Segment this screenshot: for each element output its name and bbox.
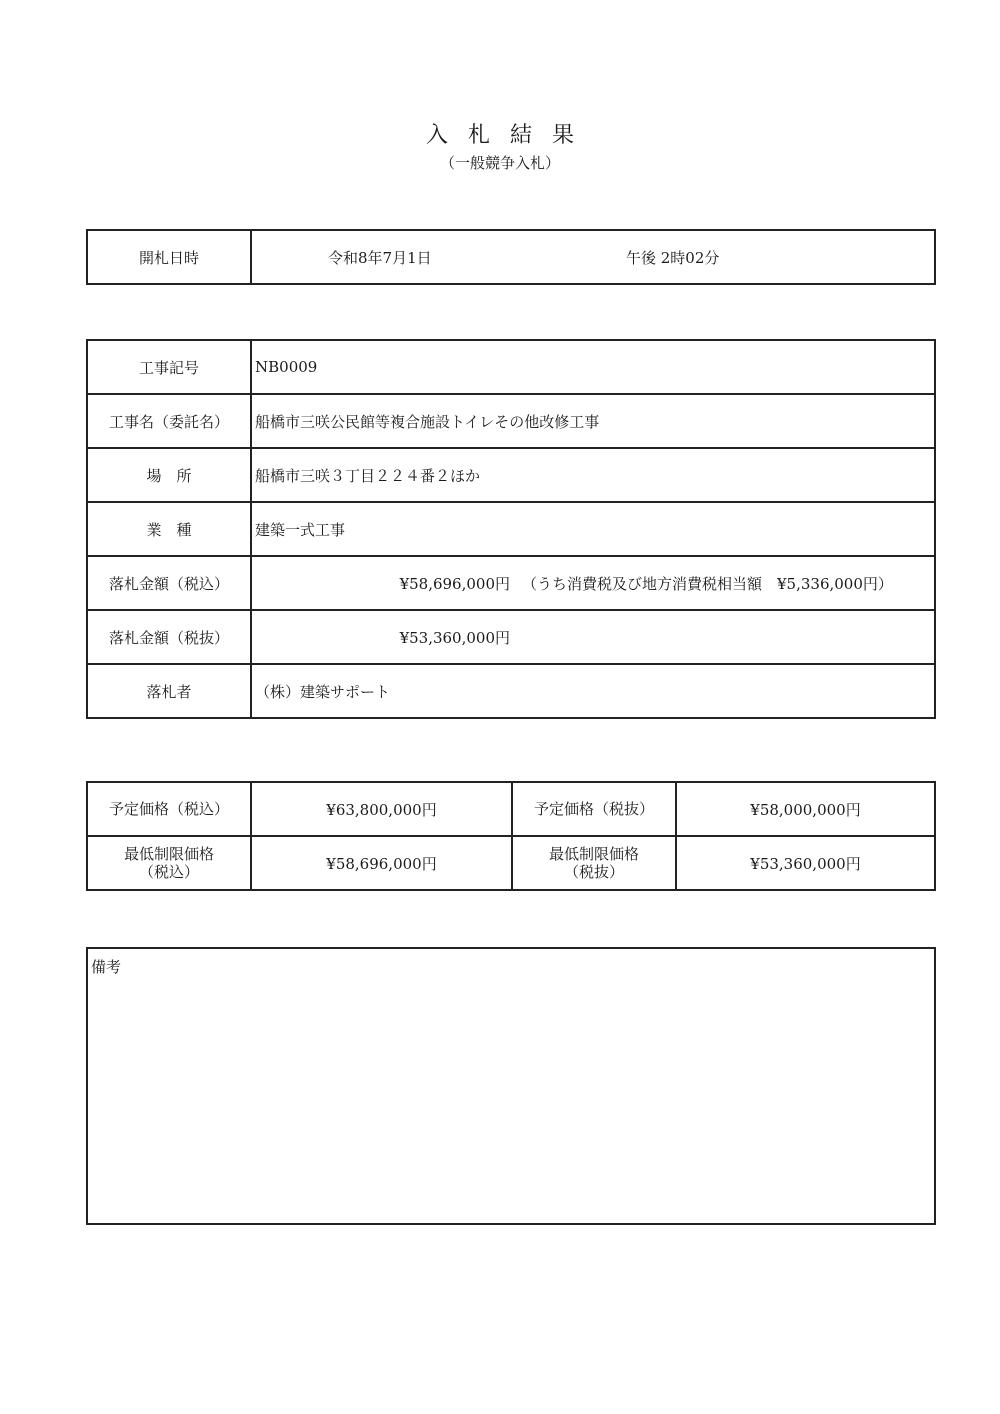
bid-amount-incl: ¥58,696,000円 <box>399 574 510 593</box>
bid-amount-excl: ¥53,360,000円 <box>399 628 510 647</box>
min-price-incl-label <box>87 836 251 890</box>
table-row <box>87 556 935 610</box>
winner-value: （株）建築サポート <box>251 664 935 718</box>
tax-note: （うち消費税及び地方消費税相当額 ¥5,336,000円） <box>522 574 893 593</box>
winner-label: 落札者 <box>87 664 251 718</box>
table-row <box>87 836 935 890</box>
remarks-label: 備考 <box>91 958 122 976</box>
bid-amount-excl-label: 落札金額（税抜） <box>87 610 251 664</box>
work-code-label: 工事記号 <box>87 340 251 394</box>
location-value: 船橋市三咲３丁目２２４番２ほか <box>251 448 935 502</box>
contract-info-table <box>86 339 936 719</box>
table-row <box>87 502 935 556</box>
page-subtitle: （一般競争入札） <box>439 154 560 172</box>
page-title: 入札結果 <box>425 123 594 148</box>
table-row <box>87 610 935 664</box>
table-row <box>87 340 935 394</box>
opening-row <box>87 230 935 284</box>
opening-value <box>251 230 935 284</box>
min-price-excl-label-line1: 最低制限価格 <box>548 845 639 863</box>
table-row <box>87 782 935 836</box>
bid-amount-incl-label: 落札金額（税込） <box>87 556 251 610</box>
opening-date: 令和8年7月1日 <box>328 248 432 267</box>
planned-price-incl-label: 予定価格（税込） <box>87 782 251 836</box>
min-price-excl-label-line2: （税抜） <box>563 863 624 881</box>
table-row <box>87 394 935 448</box>
location-label: 場 所 <box>87 448 251 502</box>
planned-price-excl-value: ¥58,000,000円 <box>676 782 935 836</box>
bid-amount-incl-value <box>251 556 935 610</box>
industry-value: 建築一式工事 <box>251 502 935 556</box>
remarks-box <box>86 947 936 1225</box>
min-price-incl-value: ¥58,696,000円 <box>251 836 512 890</box>
opening-time: 午後 2時02分 <box>626 248 720 267</box>
min-price-incl-label-line2: （税込） <box>138 863 199 881</box>
price-table <box>86 781 936 891</box>
min-price-excl-value: ¥53,360,000円 <box>676 836 935 890</box>
industry-label: 業 種 <box>87 502 251 556</box>
work-code-value: NB0009 <box>251 340 935 394</box>
opening-table <box>86 229 936 285</box>
planned-price-incl-value: ¥63,800,000円 <box>251 782 512 836</box>
min-price-excl-label <box>512 836 676 890</box>
table-row <box>87 664 935 718</box>
min-price-incl-label-line1: 最低制限価格 <box>123 845 214 863</box>
bid-amount-excl-value <box>251 610 935 664</box>
work-name-value: 船橋市三咲公民館等複合施設トイレその他改修工事 <box>251 394 935 448</box>
opening-label: 開札日時 <box>87 230 251 284</box>
table-row <box>87 448 935 502</box>
planned-price-excl-label: 予定価格（税抜） <box>512 782 676 836</box>
work-name-label: 工事名（委託名） <box>87 394 251 448</box>
